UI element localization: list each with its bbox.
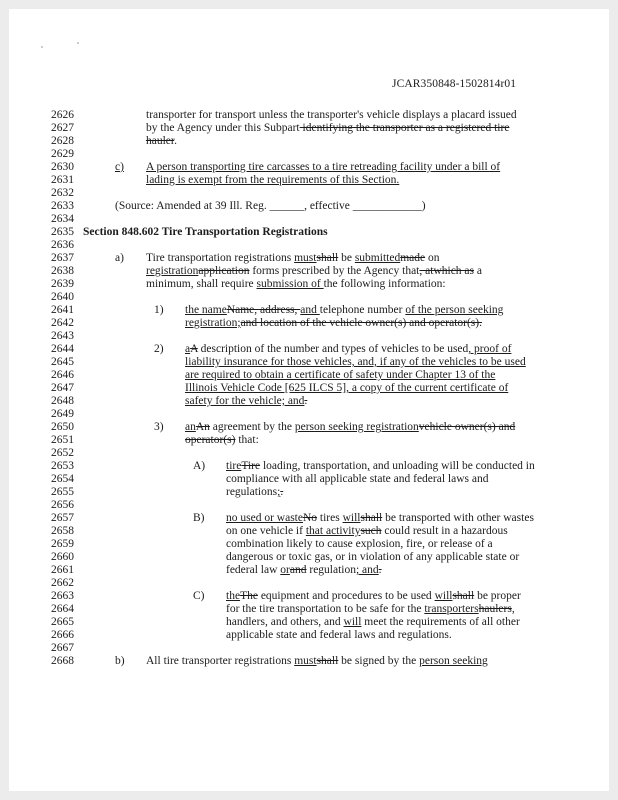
line-number: 2660 bbox=[51, 551, 74, 563]
line-number: 2661 bbox=[51, 564, 74, 576]
line-number: 2651 bbox=[51, 434, 74, 446]
item-label: A) bbox=[193, 460, 206, 472]
line-number: 2663 bbox=[51, 590, 74, 602]
line-number: 2659 bbox=[51, 538, 74, 550]
line-number: 2647 bbox=[51, 382, 74, 394]
text-line: hauler. bbox=[146, 135, 177, 147]
inserted-text: are required to obtain a certificate of safety under Chapter 13 of the bbox=[185, 369, 496, 381]
document-id: JCAR350848-1502814r01 bbox=[392, 78, 517, 90]
text-line: for the tire transportation to be safe for the transportershaulers, bbox=[226, 603, 515, 615]
text-line: compliance with all applicable state and federal laws and bbox=[226, 473, 489, 485]
source-note: (Source: Amended at 39 Ill. Reg. ______, effective ____________) bbox=[115, 200, 426, 212]
line-number: 2645 bbox=[51, 356, 74, 368]
line-number: 2642 bbox=[51, 317, 74, 329]
text-line: registrationapplication forms prescribed by the Agency that, atwhich as a bbox=[146, 265, 482, 277]
text-line: dangerous or toxic gas, or in violation of any applicable state or bbox=[226, 551, 520, 563]
item-label: C) bbox=[193, 590, 205, 602]
text-line: anAn agreement by the person seeking registrationvehicle owner(s) and bbox=[185, 421, 516, 433]
line-number: 2668 bbox=[51, 655, 74, 667]
line-number: 2654 bbox=[51, 473, 74, 485]
line-number: 2667 bbox=[51, 642, 74, 654]
line-number: 2653 bbox=[51, 460, 74, 472]
text-line: federal law orand regulation; and. bbox=[226, 564, 382, 576]
line-number: 2644 bbox=[51, 343, 74, 355]
line-number: 2636 bbox=[51, 239, 74, 251]
text-line: on one vehicle if that activitysuch could result in a hazardous bbox=[226, 525, 508, 537]
line-number: 2662 bbox=[51, 577, 74, 589]
deleted-text: hauler bbox=[146, 135, 175, 147]
text-line: regulations;. bbox=[226, 486, 284, 498]
item-label: 1) bbox=[154, 304, 164, 316]
line-number: 2628 bbox=[51, 135, 74, 147]
item-label: a) bbox=[115, 252, 124, 264]
line-number: 2656 bbox=[51, 499, 74, 511]
line-number: 2666 bbox=[51, 629, 74, 641]
line-number: 2637 bbox=[51, 252, 74, 264]
line-number: 2643 bbox=[51, 330, 74, 342]
line-number: 2650 bbox=[51, 421, 74, 433]
text-line: no used or wasteNo tires willshall be transported with other wastes bbox=[226, 512, 534, 524]
line-number: 2657 bbox=[51, 512, 74, 524]
text-line: by the Agency under this Subpart identifying the transporter as a registered tire bbox=[146, 122, 510, 134]
line-number: 2646 bbox=[51, 369, 74, 381]
line-number: 2664 bbox=[51, 603, 74, 615]
line-number: 2658 bbox=[51, 525, 74, 537]
section-heading: Section 848.602 Tire Transportation Registrations bbox=[83, 226, 328, 238]
line-number: 2631 bbox=[51, 174, 74, 186]
deleted-text: identifying the transporter as a registered tire bbox=[299, 122, 510, 134]
text-line: applicable state and federal laws and regulations. bbox=[226, 629, 452, 641]
line-number: 2655 bbox=[51, 486, 74, 498]
line-number: 2665 bbox=[51, 616, 74, 628]
inserted-text: liability insurance for those vehicles, and, if any of the vehicles to be used bbox=[185, 356, 526, 368]
line-number: 2635 bbox=[51, 226, 74, 238]
line-number: 2638 bbox=[51, 265, 74, 277]
item-label: c) bbox=[115, 161, 124, 173]
line-number: 2626 bbox=[51, 109, 74, 121]
inserted-text: lading is exempt from the requirements of this Section. bbox=[146, 174, 400, 186]
line-number: 2640 bbox=[51, 291, 74, 303]
line-number: 2652 bbox=[51, 447, 74, 459]
scan-speck bbox=[77, 42, 79, 44]
line-number: 2627 bbox=[51, 122, 74, 134]
line-number: 2634 bbox=[51, 213, 74, 225]
text-line: aA description of the number and types of vehicles to be used, proof of bbox=[185, 343, 512, 355]
item-label: 3) bbox=[154, 421, 164, 433]
line-number: 2633 bbox=[51, 200, 74, 212]
line-number: 2649 bbox=[51, 408, 74, 420]
text-line: minimum, shall require submission of the following information: bbox=[146, 278, 446, 290]
line-number: 2639 bbox=[51, 278, 74, 290]
document-page bbox=[9, 9, 609, 791]
text-line: combination likely to cause explosion, fire, or release of a bbox=[226, 538, 493, 550]
text-line: the nameName, address, and telephone number of the person seeking bbox=[185, 304, 504, 316]
item-label: B) bbox=[193, 512, 205, 524]
line-number: 2648 bbox=[51, 395, 74, 407]
inserted-text: Illinois Vehicle Code [625 ILCS 5], a copy of the current certificate of bbox=[185, 382, 509, 394]
text-line: transporter for transport unless the transporter's vehicle displays a placard issued bbox=[146, 109, 517, 121]
text-line: registration;and location of the vehicle owner(s) and operator(s). bbox=[185, 317, 482, 329]
text-line: handlers, and others, and will meet the requirements of all other bbox=[226, 616, 520, 628]
text-line: Tire transportation registrations mustshall be submittedmade on bbox=[146, 252, 440, 264]
line-number: 2632 bbox=[51, 187, 74, 199]
inserted-text: A person transporting tire carcasses to a tire retreading facility under a bill of bbox=[146, 161, 501, 173]
item-label: b) bbox=[115, 655, 125, 667]
text-line: tireTire loading, transportation, and unloading will be conducted in bbox=[226, 460, 535, 472]
line-number: 2630 bbox=[51, 161, 74, 173]
line-number: 2629 bbox=[51, 148, 74, 160]
text-line: theThe equipment and procedures to be used willshall be proper bbox=[226, 590, 521, 602]
text-line: All tire transporter registrations mustshall be signed by the person seeking bbox=[146, 655, 488, 667]
line-number: 2641 bbox=[51, 304, 74, 316]
text-line: safety for the vehicle; and. bbox=[185, 395, 308, 407]
item-label: 2) bbox=[154, 343, 164, 355]
scan-speck bbox=[41, 46, 43, 48]
text-line: operator(s) that: bbox=[185, 434, 259, 446]
